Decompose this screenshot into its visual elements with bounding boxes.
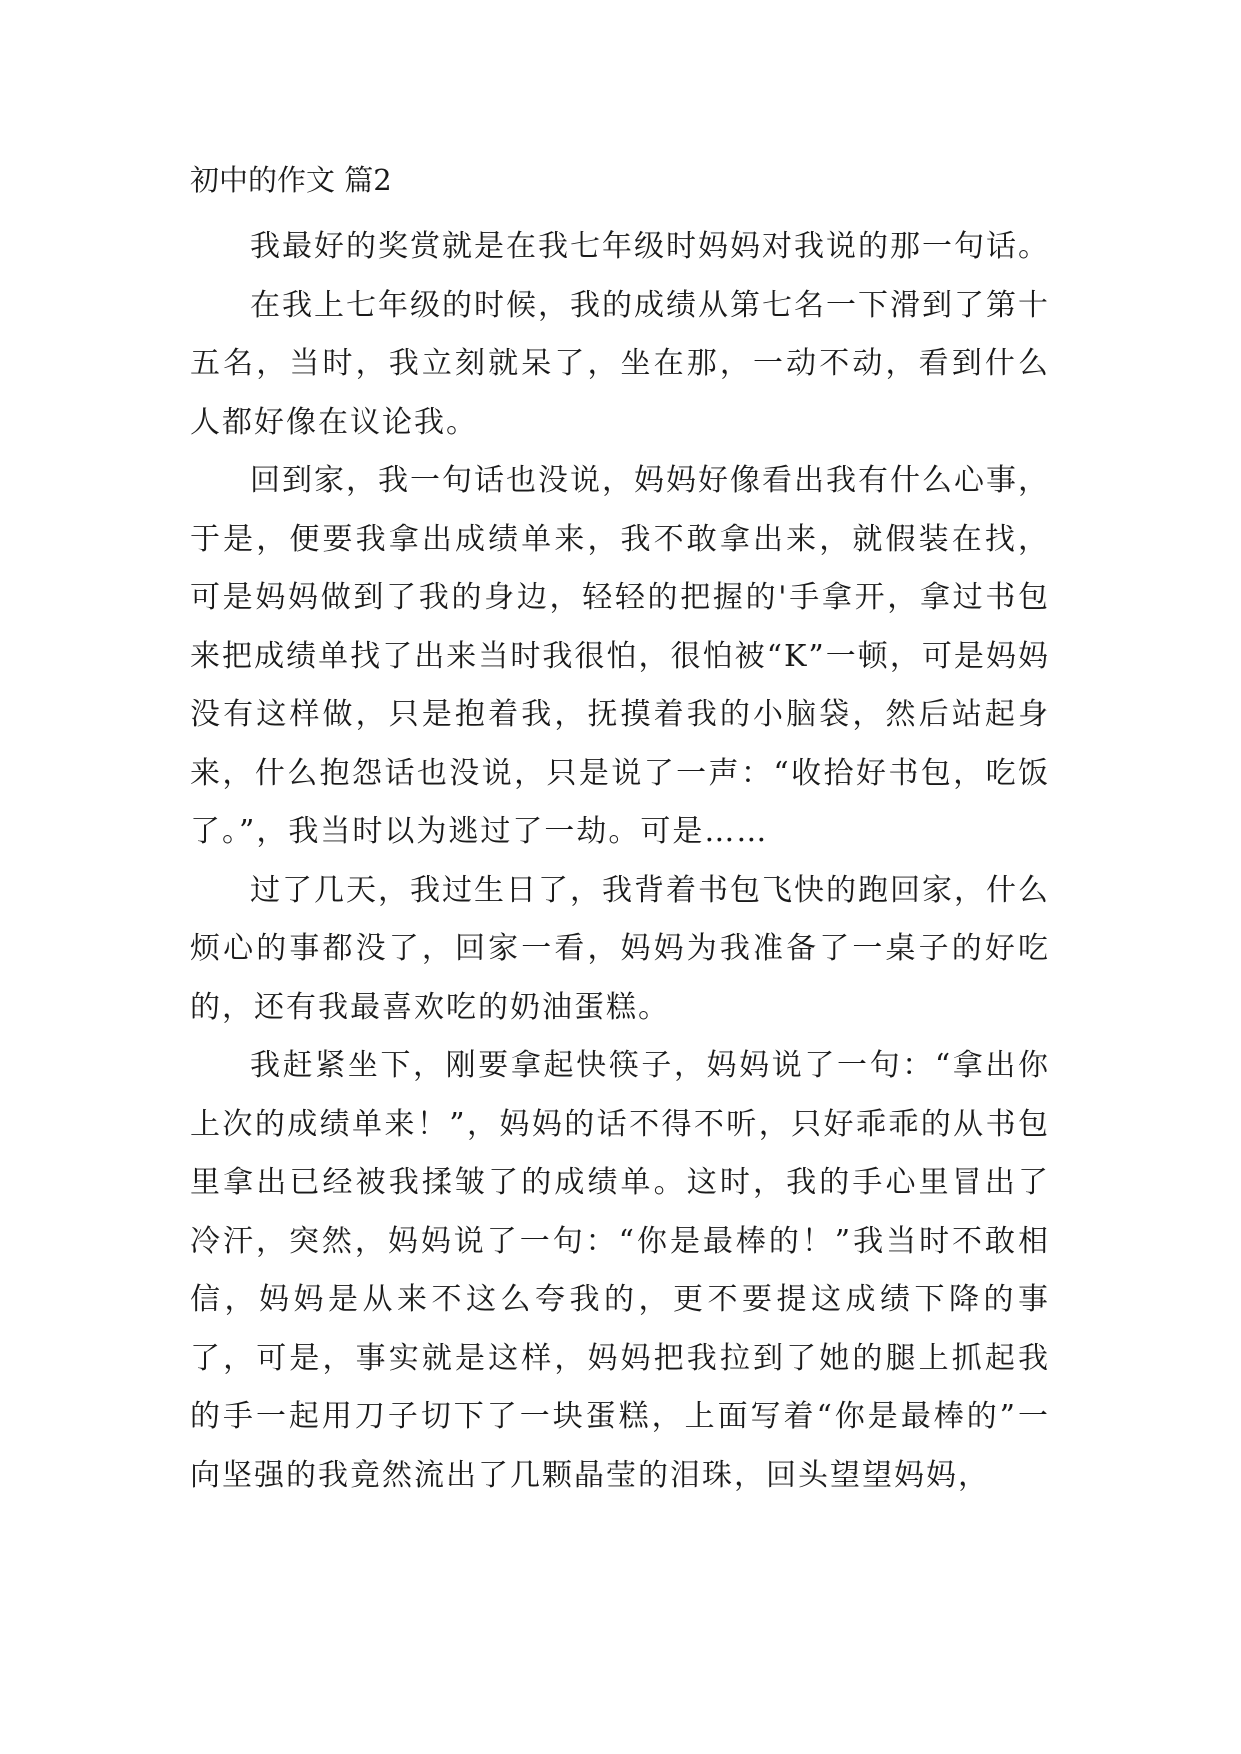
paragraph-3: 回到家，我一句话也没说，妈妈好像看出我有什么心事，于是，便要我拿出成绩单来，我不敢拿出来，就假装在找，可是妈妈做到了我的身边，轻轻的把握的'手拿开，拿过书包来把成绩单找了出来当时我很怕，很怕被“K”一顿，可是妈妈没有这样做，只是抱着我，抚摸着我的小脑袋，然后站起身来，什么抱怨话也没说，只是说了一声：“收拾好书包，吃饭了。”，我当时以为逃过了一劫。可是…… bbox=[190, 463, 1050, 849]
paragraph-5: 我赶紧坐下，刚要拿起快筷子，妈妈说了一句：“拿出你上次的成绩单来！”，妈妈的话不得不听，只好乖乖的从书包里拿出已经被我揉皱了的成绩单。这时，我的手心里冒出了冷汗，突然，妈妈说了一句：“你是最棒的！”我当时不敢相信，妈妈是从来不这么夸我的，更不要提这成绩下降的事了，可是，事实就是这样，妈妈把我拉到了她的腿上抓起我的手一起用刀子切下了一块蛋糕，上面写着“你是最棒的”一向坚强的我竟然流出了几颗晶莹的泪珠，回头望望妈妈， bbox=[190, 1048, 1050, 1493]
essay-title: 初中的作文 篇2 bbox=[190, 163, 392, 197]
essay-body bbox=[190, 218, 1050, 1505]
paragraph-2: 在我上七年级的时候，我的成绩从第七名一下滑到了第十五名，当时，我立刻就呆了，坐在那，一动不动，看到什么人都好像在议论我。 bbox=[190, 287, 1050, 440]
paragraph-4: 过了几天，我过生日了，我背着书包飞快的跑回家，什么烦心的事都没了，回家一看，妈妈为我准备了一桌子的好吃的，还有我最喜欢吃的奶油蛋糕。 bbox=[190, 872, 1050, 1025]
paragraph-1: 我最好的奖赏就是在我七年级时妈妈对我说的那一句话。 bbox=[250, 229, 1050, 264]
